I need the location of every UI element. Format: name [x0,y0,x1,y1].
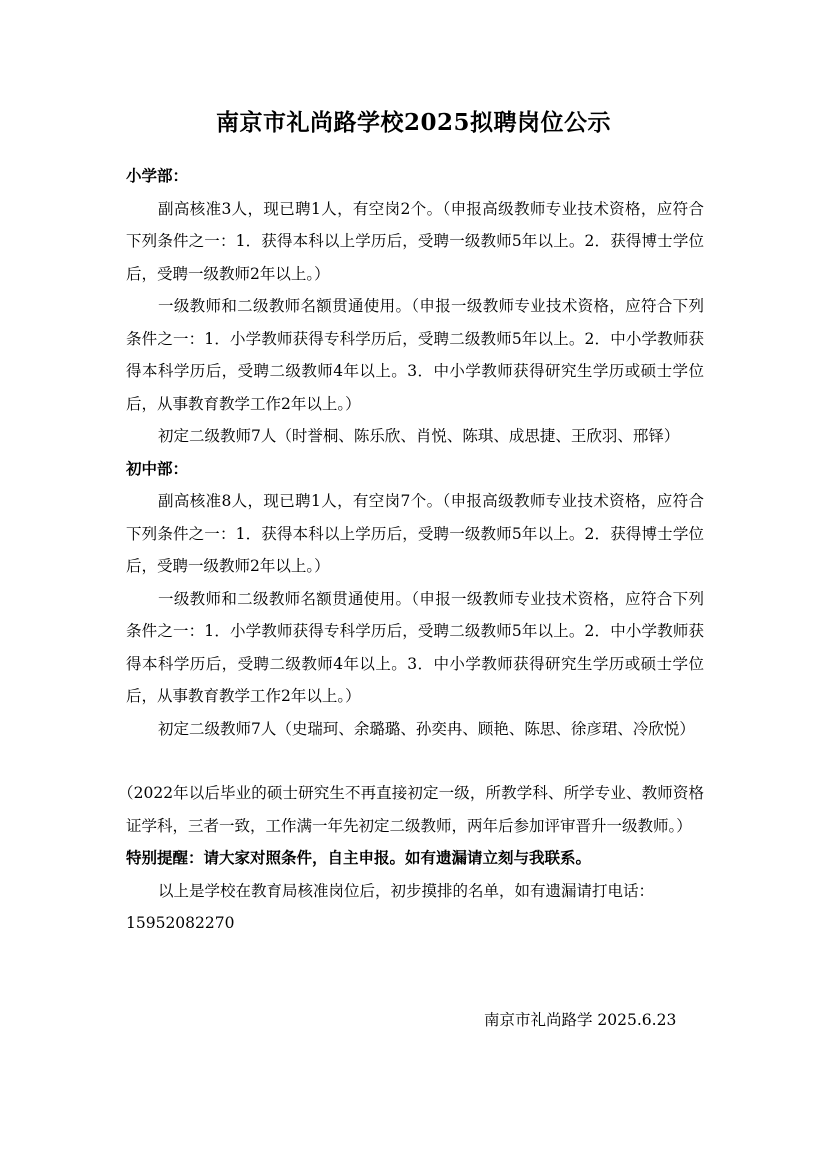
document-title: 南京市礼尚路学校2025拟聘岗位公示 [215,109,611,136]
signature-date: 南京市礼尚路学 2025.6.23 [484,1011,677,1029]
graduate-note: （2022年以后毕业的硕士研究生不再直接初定一级，所教学科、所学专业、教师资格证学科，三者一致，工作满一年先初定二级教师，两年后参加评审晋升一级教师。） [118,784,704,835]
middle-senior-quota-paragraph: 副高核准8人，现已聘1人，有空岗7个。（申报高级教师专业技术资格，应符合下列条件之一：1．获得本科以上学历后，受聘一级教师5年以上。2．获得博士学位后，受聘一级教师2年以上。） [126,492,704,575]
document-body [118,160,704,940]
middle-level-one-two-paragraph: 一级教师和二级教师名额贯通使用。（申报一级教师专业技术资格，应符合下列条件之一：1．小学教师获得专科学历后，受聘二级教师5年以上。2．中小学教师获得本科学历后，受聘二级教师4年以上。3．中小学教师获得研究生学历或硕士学位后，从事教育教学工作2年以上。） [126,589,704,705]
special-reminder: 特别提醒：请大家对照条件，自主申报。如有遗漏请立刻与我联系。 [126,848,592,867]
closing-paragraph: 以上是学校在教育局核准岗位后，初步摸排的名单，如有遗漏请打电话： [158,881,655,900]
contact-phone: 15952082270 [126,914,235,932]
primary-senior-quota-paragraph: 副高核准3人，现已聘1人，有空岗2个。（申报高级教师专业技术资格，应符合下列条件之一：1．获得本科以上学历后，受聘一级教师5年以上。2．获得博士学位后，受聘一级教师2年以上。） [126,199,704,283]
primary-school-heading: 小学部： [126,166,189,185]
middle-level-two-list-paragraph: 初定二级教师7人（史瑞珂、余璐璐、孙奕冉、顾艳、陈思、徐彦珺、冷欣悦） [158,719,695,738]
primary-level-one-two-paragraph: 一级教师和二级教师名额贯通使用。（申报一级教师专业技术资格，应符合下列条件之一：1．小学教师获得专科学历后，受聘二级教师5年以上。2．中小学教师获得本科学历后，受聘二级教师4年以上。3．中小学教师获得研究生学历或硕士学位后，从事教育教学工作2年以上。） [126,297,704,413]
primary-level-two-list-paragraph: 初定二级教师7人（时誉桐、陈乐欣、肖悦、陈琪、成思捷、王欣羽、邢铎） [158,427,680,445]
middle-school-heading: 初中部： [126,458,189,478]
